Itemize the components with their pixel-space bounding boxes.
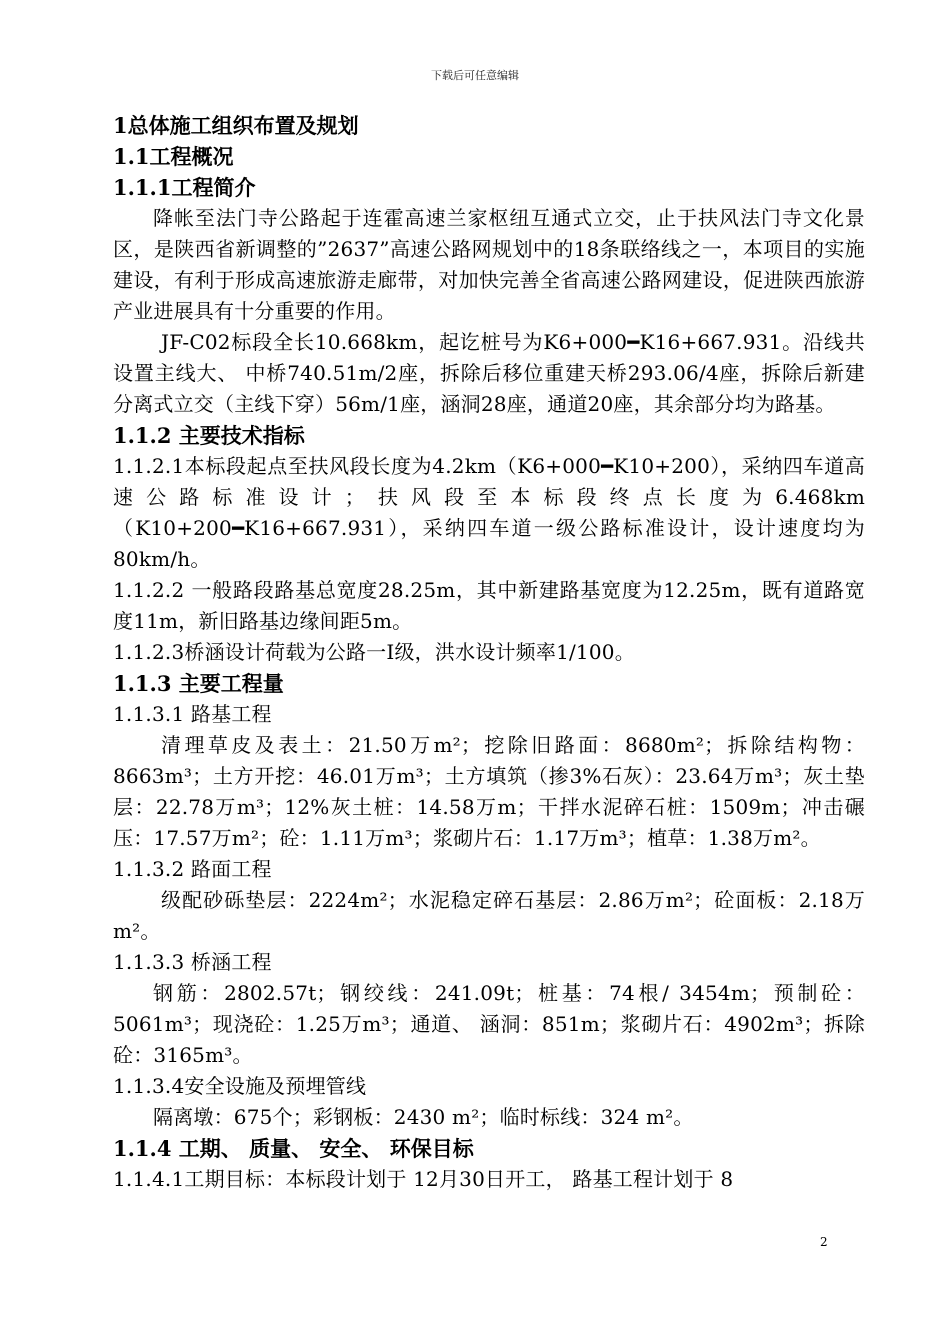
paragraph-subgrade-quantities: 清理草皮及表土：21.50万m²；挖除旧路面：8680m²；拆除结构物：8663m³；土方开挖：46.01万m³；土方填筑（掺3%石灰）：23.64万m³；灰土垫层：22.78万m³；12%灰土桩：14.58万m；干拌水泥碎石桩：1509m；冲击碾压：17.57万m²；砼：1.11万m³；浆砌片石：1.17万m³；植草：1.38万m²。 [113,733,865,850]
heading-section-1-1: 1.1工程概况 [113,144,234,169]
paragraph-bridge-quantities: 钢筋：2802.57t；钢绞线：241.09t；桩基：74根/ 3454m；预制砼：5061m³；现浇砼：1.25万m³；通道、 涵洞：851m；浆砌片石：4902m³；拆除砼：3165m³。 [113,981,865,1067]
paragraph-pavement-quantities: 级配砂砾垫层：2224m²；水泥稳定碎石基层：2.86万m²；砼面板：2.18万m²。 [113,888,865,943]
heading-section-1-1-2: 1.1.2 主要技术指标 [113,423,305,448]
page-number: 2 [820,1235,828,1249]
heading-section-1-1-4: 1.1.4 工期、 质量、 安全、 环保目标 [113,1136,474,1161]
heading-bridge-culvert-works: 1.1.3.3 桥涵工程 [113,950,272,974]
paragraph-section-scope: JF-C02标段全长10.668km，起讫桩号为K6+000━K16+667.931。沿线共设置主线大、 中桥740.51m/2座，拆除后移位重建天桥293.06/4座，拆除后新建分离式立交（主线下穿）56m/1座，涵洞28座，通道20座，其余部分均为路基。 [113,330,865,416]
paragraph-tech-index-1: 1.1.2.1本标段起点至扶风段长度为4.2km（K6+000━K10+200），采纳四车道高速公路标准设计；扶风段至本标段终点长度为6.468km（K10+200━K16+667.931），采纳四车道一级公路标准设计，设计速度均为80km/h。 [113,454,865,571]
paragraph-safety-quantities: 隔离墩：675个；彩钢板：2430 m²；临时标线：324 m²。 [153,1105,694,1129]
paragraph-tech-index-2: 1.1.2.2 一般路段路基总宽度28.25m，其中新建路基宽度为12.25m，既有道路宽度11m，新旧路基边缘间距5m。 [113,578,865,633]
paragraph-tech-index-3: 1.1.2.3桥涵设计荷载为公路一I级，洪水设计频率1/100。 [113,640,635,664]
page-header: 下载后可任意编辑 [431,69,519,82]
heading-pavement-works: 1.1.3.2 路面工程 [113,857,272,881]
heading-section-1-1-3: 1.1.3 主要工程量 [113,671,284,696]
paragraph-project-intro: 降帐至法门寺公路起于连霍高速兰家枢纽互通式立交，止于扶风法门寺文化景区，是陕西省新调整的”2637”高速公路网规划中的18条联络线之一，本项目的实施建设，有利于形成高速旅游走廊带，对加快完善全省高速公路网建设，促进陕西旅游产业进展具有十分重要的作用。 [113,206,865,323]
heading-safety-facilities: 1.1.3.4安全设施及预埋管线 [113,1074,367,1098]
heading-subgrade-works: 1.1.3.1 路基工程 [113,702,272,726]
paragraph-schedule-target: 1.1.4.1工期目标：本标段计划于 12月30日开工， 路基工程计划于 8 [113,1167,734,1191]
document-body [113,110,865,1195]
heading-section-1: 1总体施工组织布置及规划 [113,113,359,138]
heading-section-1-1-1: 1.1.1工程简介 [113,175,256,200]
